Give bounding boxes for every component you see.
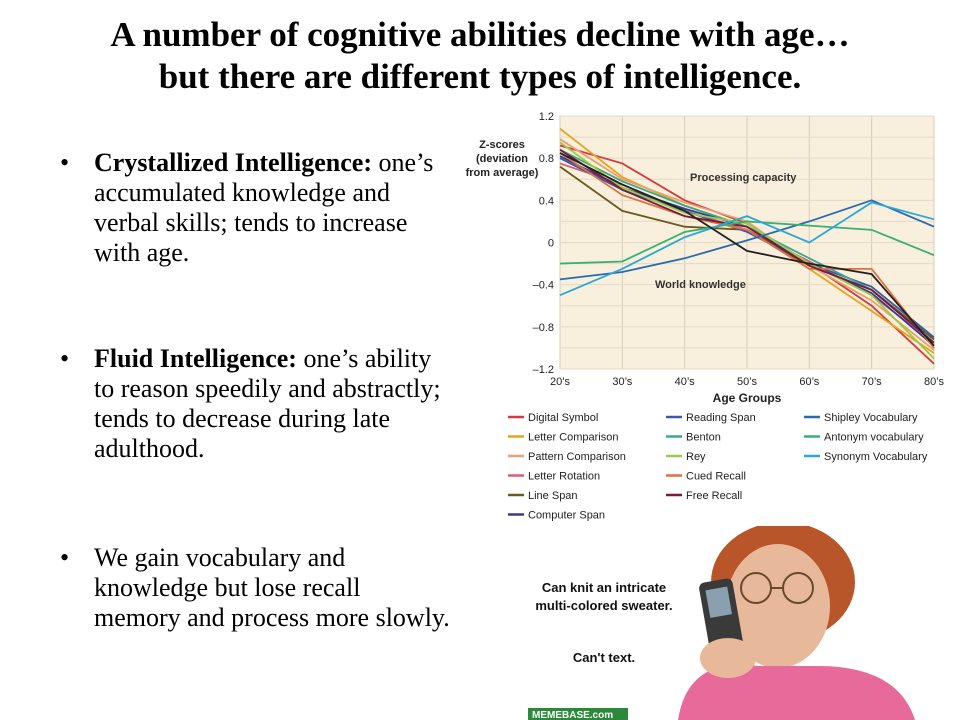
y-tick-label: 1.2	[538, 111, 554, 123]
y-tick-label: –0.8	[532, 321, 554, 334]
bullet-crystallized	[60, 148, 450, 268]
bullet-term: Fluid Intelligence:	[94, 344, 297, 373]
y-tick-label: 0.4	[538, 195, 554, 208]
y-tick-label: 0	[547, 237, 554, 250]
y-tick-labels	[533, 111, 554, 376]
bullet-text: We gain vocabulary and knowledge but lose recall memory and process more slowly.	[94, 543, 450, 632]
legend-entry: Synonym Vocabulary	[824, 451, 928, 463]
legend-entry: Pattern Comparison	[528, 451, 626, 463]
meme-watermark: MEMEBASE.com	[532, 710, 614, 720]
legend-entry: Benton	[686, 431, 721, 444]
y-axis-label-1: Z-scores	[479, 139, 525, 151]
chart-legend	[508, 412, 928, 522]
x-tick-label: 50’s	[737, 376, 757, 388]
annotation-processing-capacity: Processing capacity	[690, 172, 797, 184]
annotation-world-knowledge: World knowledge	[655, 279, 746, 291]
legend-entry: Antonym vocabulary	[824, 431, 924, 444]
legend-entry: Free Recall	[686, 490, 743, 502]
bullet-dot: •	[60, 344, 70, 373]
meme-image	[528, 526, 915, 720]
legend-entry: Letter Rotation	[528, 470, 601, 483]
legend-entry: Shipley Vocabulary	[824, 412, 918, 424]
legend-entry: Line Span	[528, 490, 578, 502]
legend-entry: Cued Recall	[686, 470, 746, 483]
legend-entry: Computer Span	[528, 509, 606, 522]
y-tick-label: 0.8	[538, 153, 554, 166]
y-axis-label-3: from average)	[465, 167, 539, 179]
bullet-term: Crystallized Intelligence:	[94, 148, 372, 177]
meme-illustration	[528, 526, 915, 720]
bullet-text: one’s ability to reason speedily and abstractly; tends to decrease during late adulthood.	[94, 344, 441, 463]
cognitive-abilities-chart	[460, 108, 950, 526]
title-line-2: but there are different types of intelligence.	[158, 57, 802, 96]
x-tick-label: 70’s	[861, 376, 882, 388]
x-tick-label: 20’s	[550, 376, 570, 388]
bullet-vocabulary	[60, 543, 450, 633]
x-tick-label: 60’s	[799, 376, 820, 388]
title-line-1: A number of cognitive abilities decline with age…	[110, 15, 850, 54]
legend-entry: Reading Span	[686, 412, 756, 424]
legend-entry: Digital Symbol	[528, 412, 599, 424]
x-tick-label: 30’s	[612, 376, 633, 388]
legend-entry: Rey	[686, 451, 706, 463]
slide-title	[0, 14, 960, 98]
bullet-fluid	[60, 344, 450, 464]
hand-shape	[700, 638, 756, 678]
legend-entry: Letter Comparison	[528, 431, 619, 444]
x-tick-label: 80’s	[924, 376, 944, 388]
x-tick-labels	[550, 376, 944, 388]
y-tick-label: –0.4	[532, 279, 554, 292]
meme-caption-knit-1: Can knit an intricate	[541, 580, 667, 595]
x-axis-label: Age Groups	[712, 391, 782, 405]
meme-caption-knit-2: multi-colored sweater.	[535, 598, 673, 613]
bullet-dot: •	[60, 148, 70, 177]
x-tick-label: 40’s	[674, 376, 695, 388]
y-tick-label: –1.2	[532, 364, 554, 376]
bullet-dot: •	[60, 543, 70, 572]
y-axis-label-2: (deviation	[476, 153, 528, 165]
bullet-text: one’s accumulated knowledge and verbal skills; tends to increase with age.	[94, 148, 434, 267]
meme-caption-cant-text: Can't text.	[572, 650, 636, 665]
